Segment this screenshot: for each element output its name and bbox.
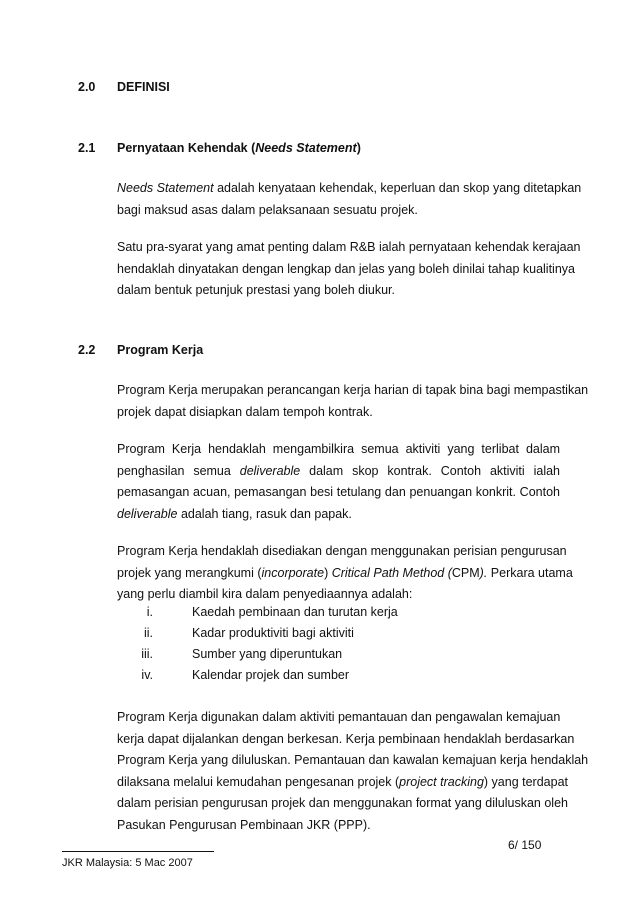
- list-item-text: Kaedah pembinaan dan turutan kerja: [192, 605, 398, 619]
- footer-rule: [62, 851, 214, 852]
- section-title-needs-statement: Pernyataan Kehendak (Needs Statement): [117, 141, 361, 155]
- list-item-text: Kalendar projek dan sumber: [192, 668, 350, 682]
- section-number-2-1: 2.1: [78, 141, 96, 155]
- paragraph-needs-statement: Needs Statement adalah kenyataan kehendak, keperluan dan skop yang ditetapkan bagi maksud asas dalam pelaksanaan sesuatu projek.: [117, 181, 582, 217]
- list-item-number: ii.: [143, 626, 153, 640]
- paragraph-aktiviti: Program Kerja hendaklah mengambilkira semua aktiviti yang terlibat dalam penghasilan semua deliverable dalam skop kontrak. Contoh aktiviti ialah pemasangan acuan, pemasangan besi tetulang dan penuangan konkrit. Contoh deliverable adalah tiang, rasuk dan papak.: [117, 442, 560, 521]
- list-item-number: iii.: [141, 647, 153, 661]
- list-item-number: i.: [146, 605, 153, 619]
- footer-organization: JKR Malaysia: 5 Mac 2007: [62, 857, 193, 869]
- paragraph-pra-syarat: Satu pra-syarat yang amat penting dalam R&B ialah pernyataan kehendak kerajaan hendaklah dinyatakan dengan lengkap dan jelas yang boleh dinilai tahap kualitinya dalam bentuk petunjuk prestasi yang boleh diukur.: [117, 240, 581, 297]
- paragraph-perisian: Program Kerja hendaklah disediakan dengan menggunakan perisian pengurusan projek yang merangkumi (incorporate) Critical Path Method (CPM). Perkara utama yang perlu diambil kira dalam penyediaannya adalah:: [117, 544, 573, 601]
- list-item-number: iv.: [141, 668, 153, 682]
- paragraph-pemantauan: Program Kerja digunakan dalam aktiviti pemantauan dan pengawalan kemajuan kerja dapat dijalankan dengan berkesan. Kerja pembinaan hendaklah berdasarkan Program Kerja yang diluluskan. Pemantauan dan kawalan kemajuan kerja hendaklah dilaksana melalui kemudahan pengesanan projek (project tracking) yang terdapat dalam perisian pengurusan projek dan menggunakan format yang diluluskan oleh Pasukan Pengurusan Pembinaan JKR (PPP).: [117, 710, 589, 832]
- paragraph-program-kerja-definition: Program Kerja merupakan perancangan kerja harian di tapak bina bagi mempastikan projek dapat disiapkan dalam tempoh kontrak.: [117, 383, 589, 419]
- page-number: 6/ 150: [508, 838, 542, 852]
- list-item-text: Sumber yang diperuntukan: [192, 647, 343, 661]
- section-number-2-2: 2.2: [78, 343, 96, 357]
- section-title-definisi: DEFINISI: [117, 80, 170, 94]
- section-number-2-0: 2.0: [78, 80, 96, 94]
- list-item-text: Kadar produktiviti bagi aktiviti: [192, 626, 354, 640]
- section-title-program-kerja: Program Kerja: [117, 343, 204, 357]
